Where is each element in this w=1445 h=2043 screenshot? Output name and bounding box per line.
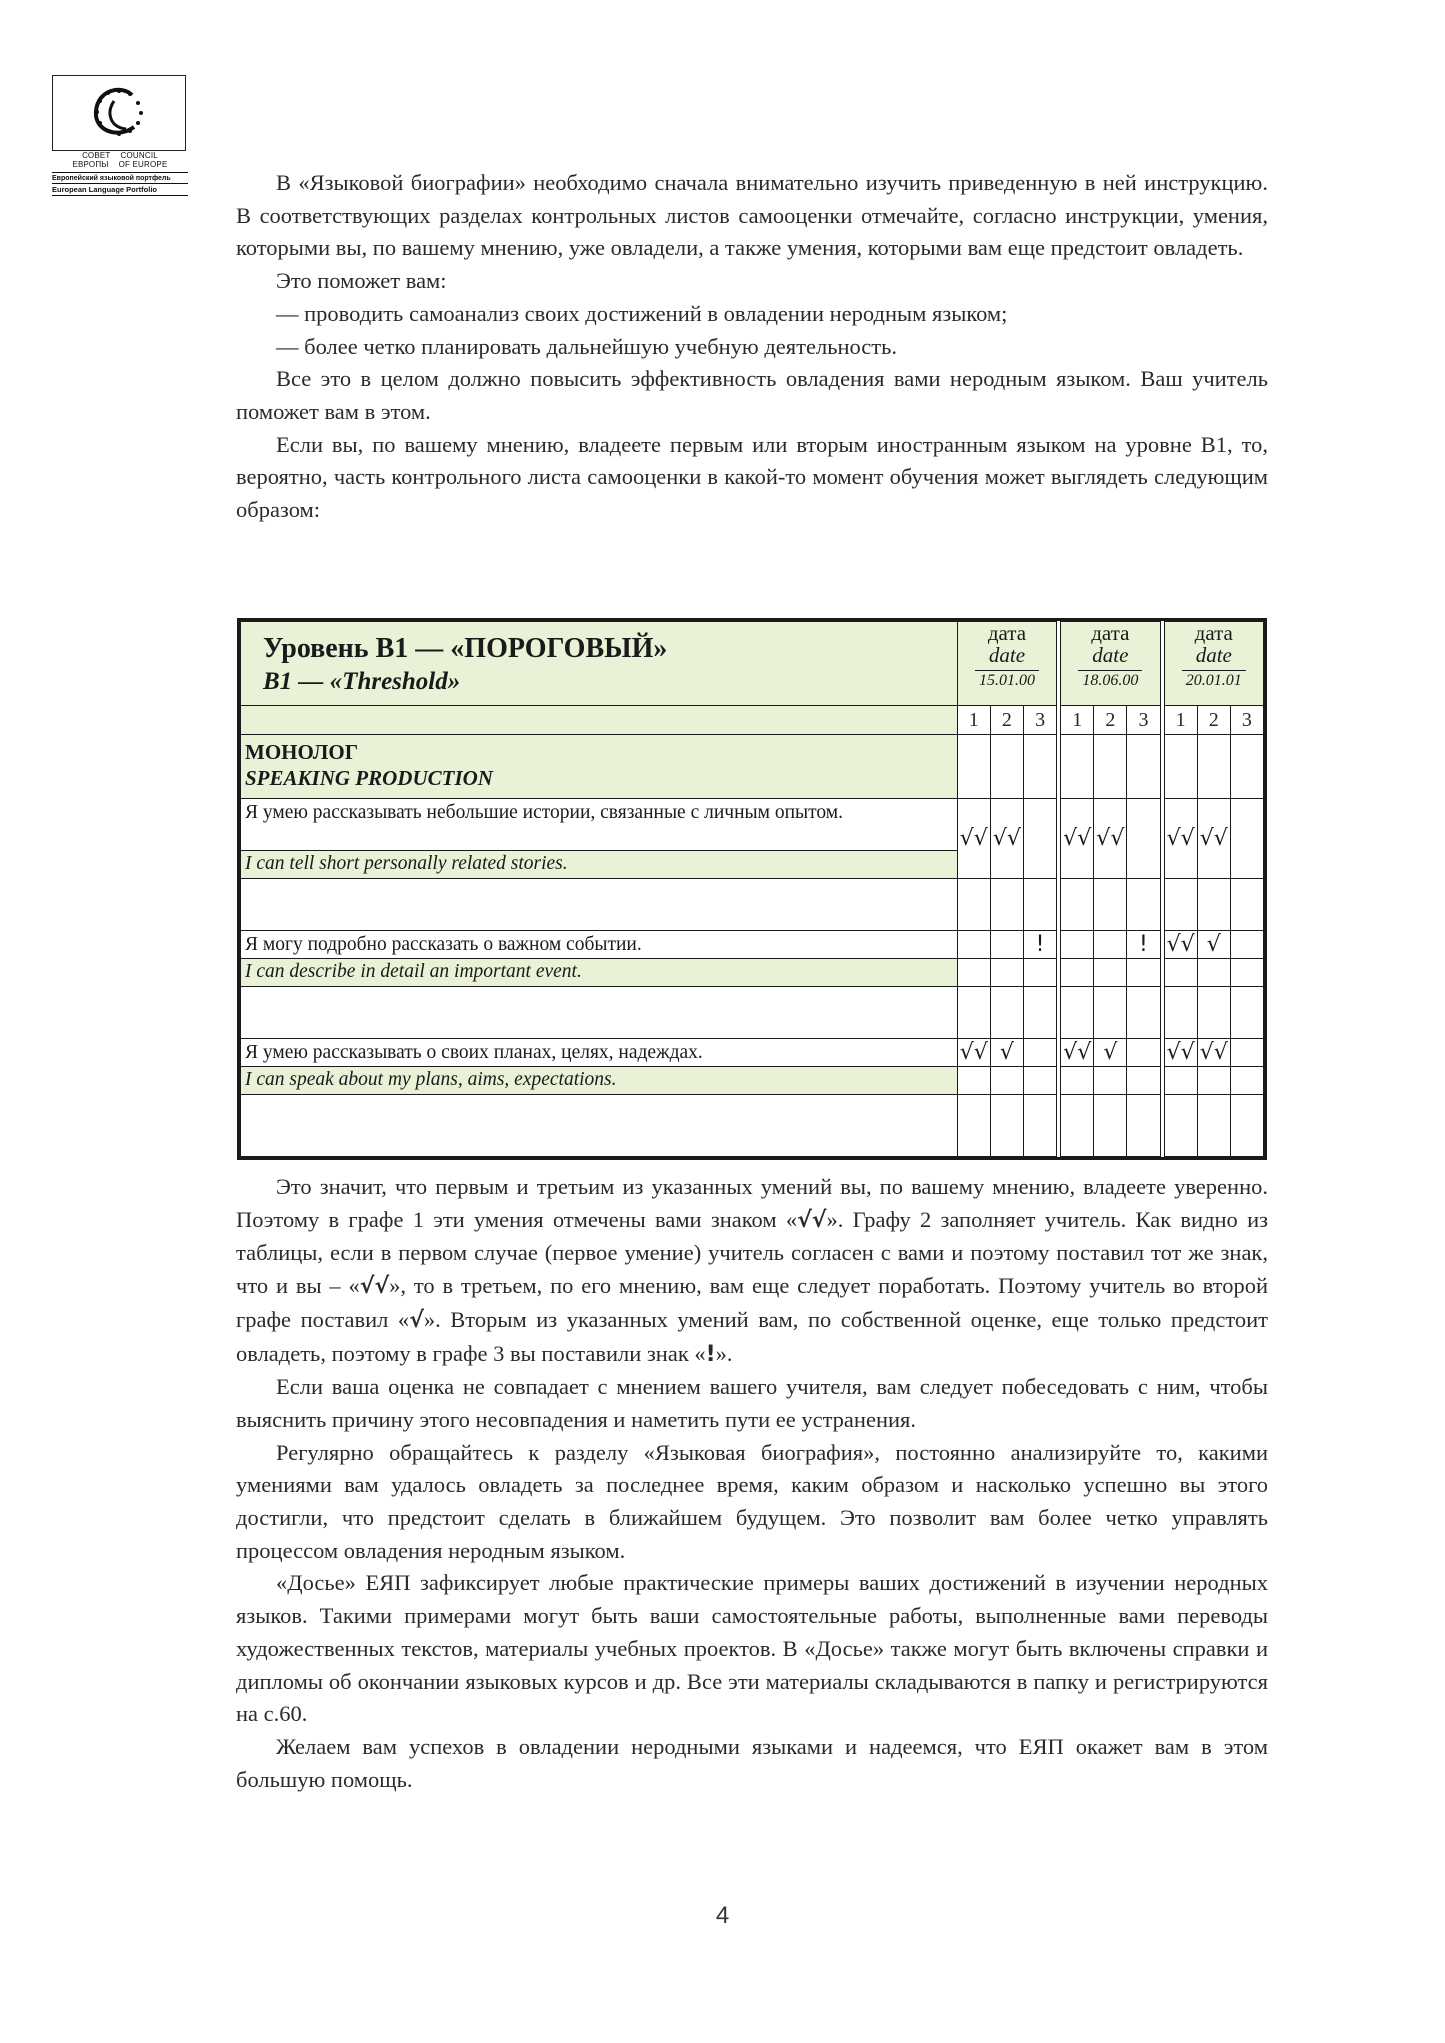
mark-cell: √ <box>990 1039 1023 1067</box>
mark-cell <box>990 931 1023 959</box>
blank-row <box>241 879 1264 931</box>
text-run: ». <box>715 1340 733 1366</box>
date-label-en: date <box>1092 643 1129 667</box>
mark-cell: √√ <box>1164 931 1197 959</box>
mark-cell: √√ <box>990 799 1023 879</box>
date-label-ru: дата <box>1194 621 1233 645</box>
intro-text <box>236 167 1268 527</box>
mark-cell <box>1230 799 1263 879</box>
date-label-en: date <box>988 643 1026 667</box>
level-title-en: B1 — «Threshold» <box>263 668 461 695</box>
skill-text-en: I can speak about my plans, aims, expectations. <box>241 1067 958 1095</box>
logo-ru-2: ЕВРОПЫ <box>72 160 109 169</box>
skill-text-en: I can tell short personally related stories. <box>241 851 958 879</box>
exclamation-sign: ! <box>705 1341 716 1367</box>
mark-cell <box>1094 931 1127 959</box>
intro-paragraph: Если вы, по вашему мнению, владеете первым или вторым иностранным языком на уровне В1, то, вероятно, часть контрольного листа самооценки в какой-то момент обучения может выглядеть следующим образом: <box>236 431 1268 523</box>
column-number: 1 <box>1164 706 1197 735</box>
skill-text-en: I can describe in detail an important event. <box>241 959 958 987</box>
check-sign: √ <box>409 1307 424 1333</box>
mark-cell <box>957 931 990 959</box>
text-run: ». Вторым из указанных умений вам, по собственной оценке, еще только предстоит овладеть, поэтому в графе 3 вы поставили знак « <box>236 1306 1268 1366</box>
skill-row-en <box>241 1067 1264 1095</box>
logo-caption-line-2 <box>52 160 188 169</box>
explanation-text <box>236 1171 1268 1796</box>
column-number: 3 <box>1127 706 1160 735</box>
text-run: ». Графу 2 заполняет учитель. Как видно из таблицы, если в первом случае (первое умение) учитель согласен с вами и поэтому поставил тот же знак, что и вы – « <box>236 1206 1268 1299</box>
intro-list-item: — более четко планировать дальнейшую учебную деятельность. <box>276 333 898 359</box>
mark-cell: √√ <box>1197 799 1230 879</box>
mark-cell <box>1230 931 1263 959</box>
mark-cell <box>1023 1039 1056 1067</box>
column-number: 1 <box>1061 706 1094 735</box>
mark-cell <box>1127 799 1160 879</box>
mark-cell: √√ <box>1061 1039 1094 1067</box>
self-assessment-table <box>237 618 1267 1160</box>
double-check-sign: √√ <box>359 1274 390 1300</box>
date-column-3 <box>1164 622 1263 706</box>
level-header <box>241 622 958 706</box>
text-run: », то в третьем, по его мнению, вам еще следует поработать. Поэтому учитель во второй графе поставил « <box>236 1273 1268 1332</box>
logo-portfolio-en: European Language Portfolio <box>52 183 188 196</box>
mark-cell <box>1230 1039 1263 1067</box>
text-run: Это значит, что первым и третьим из указанных умений вы, по вашему мнению, владеете уверенно. Поэтому в графе 1 эти умения отмечены вами знаком « <box>236 1174 1268 1232</box>
skill-row-ru <box>241 1039 1264 1067</box>
skill-row-en <box>241 959 1264 987</box>
explanation-paragraph: Если ваша оценка не совпадает с мнением вашего учителя, вам следует побеседовать с ним, чтобы выяснить причину этого несовпадения и наметить пути ее устранения. <box>236 1374 1268 1432</box>
council-of-europe-logo <box>52 75 188 196</box>
intro-paragraph: В «Языковой биографии» необходимо сначала внимательно изучить приведенную в ней инструкцию. В соответствующих разделах контрольных листов самооценки отмечайте, согласно инструкции, умения, которыми вы, по вашему мнению, уже овладели, а также умения, которыми вам еще предстоит овладеть. <box>236 170 1268 261</box>
column-number: 2 <box>1094 706 1127 735</box>
section-title-en: SPEAKING PRODUCTION <box>245 766 493 790</box>
page-number: 4 <box>715 1902 730 1929</box>
column-number: 3 <box>1230 706 1263 735</box>
date-value: 18.06.00 <box>1078 670 1142 690</box>
date-label-ru: дата <box>1091 621 1130 645</box>
blank-row <box>241 987 1264 1039</box>
mark-cell: √√ <box>1197 1039 1230 1067</box>
explanation-paragraph: Желаем вам успехов в овладении неродными языками и надеемся, что ЕЯП окажет вам в этом большую помощь. <box>236 1733 1268 1792</box>
date-column-1 <box>957 622 1056 706</box>
mark-cell: √ <box>1094 1039 1127 1067</box>
section-header <box>241 735 958 799</box>
mark-cell: √√ <box>1164 799 1197 879</box>
blank-row <box>241 1095 1264 1157</box>
mark-cell: √√ <box>1164 1039 1197 1067</box>
column-number: 1 <box>957 706 990 735</box>
skill-text-ru: Я умею рассказывать о своих планах, целях, надеждах. <box>241 1039 958 1067</box>
mark-cell: √√ <box>1094 799 1127 879</box>
date-column-2 <box>1061 622 1160 706</box>
mark-cell <box>1127 1039 1160 1067</box>
mark-cell: ! <box>1127 931 1160 959</box>
mark-cell: √√ <box>1061 799 1094 879</box>
logo-ru-1: СОВЕТ <box>82 151 111 160</box>
logo-caption-line-1 <box>52 151 188 160</box>
explanation-paragraph: Регулярно обращайтесь к разделу «Языковая биография», постоянно анализируйте то, какими умениями вам удалось овладеть за последнее время, каким образом и насколько успешно вы этого достигли, что предстоит сделать в ближайшем будущем. Это позволит вам более четко управлять процессом овладения неродным языком. <box>236 1439 1268 1563</box>
mark-cell: √√ <box>957 799 990 879</box>
column-number: 2 <box>990 706 1023 735</box>
skill-text-ru: Я умею рассказывать небольшие истории, связанные с личным опытом. <box>241 799 958 851</box>
logo-portfolio-ru: Европейский языковой портфель <box>52 172 188 182</box>
column-number: 3 <box>1023 706 1056 735</box>
date-label-ru: дата <box>987 621 1027 645</box>
intro-paragraph: Это поможет вам: <box>276 268 447 294</box>
skill-row-ru <box>241 799 1264 851</box>
stars-circle-icon <box>84 83 154 143</box>
mark-cell: ! <box>1023 931 1056 959</box>
mark-cell <box>1023 799 1056 879</box>
date-value: 20.01.01 <box>1182 670 1246 690</box>
mark-cell: √√ <box>957 1039 990 1067</box>
double-check-sign: √√ <box>797 1207 827 1233</box>
explanation-paragraph: «Досье» ЕЯП зафиксирует любые практические примеры ваших достижений в изучении неродных языков. Такими примерами могут быть ваши самостоятельные работы, выполненные вами переводы художественных текстов, материалы учебных проектов. В «Досье» также могут быть включены справки и дипломы об окончании языковых курсов и др. Все эти материалы складываются в папку и регистрируются на с.60. <box>236 1570 1268 1727</box>
mark-cell: √ <box>1197 931 1230 959</box>
date-value: 15.01.00 <box>975 670 1039 690</box>
column-number-spacer <box>241 706 958 735</box>
council-of-europe-emblem <box>52 75 186 151</box>
mark-cell <box>1061 931 1094 959</box>
date-label-en: date <box>1195 643 1232 667</box>
skill-text-ru: Я могу подробно рассказать о важном событии. <box>241 931 958 959</box>
skill-row-ru <box>241 931 1264 959</box>
logo-en-2: OF EUROPE <box>118 160 168 169</box>
explanation-paragraph <box>236 1171 1268 1371</box>
column-number: 2 <box>1197 706 1230 735</box>
intro-list-item: — проводить самоанализ своих достижений в овладении неродным языком; <box>276 300 1008 326</box>
intro-paragraph: Все это в целом должно повысить эффективность овладения вами неродным языком. Ваш учитель поможет вам в этом. <box>236 366 1268 424</box>
section-title-ru: МОНОЛОГ <box>245 740 359 764</box>
logo-en-1: COUNCIL <box>120 151 158 160</box>
level-title-ru: Уровень В1 — «ПОРОГОВЫЙ» <box>263 633 668 664</box>
